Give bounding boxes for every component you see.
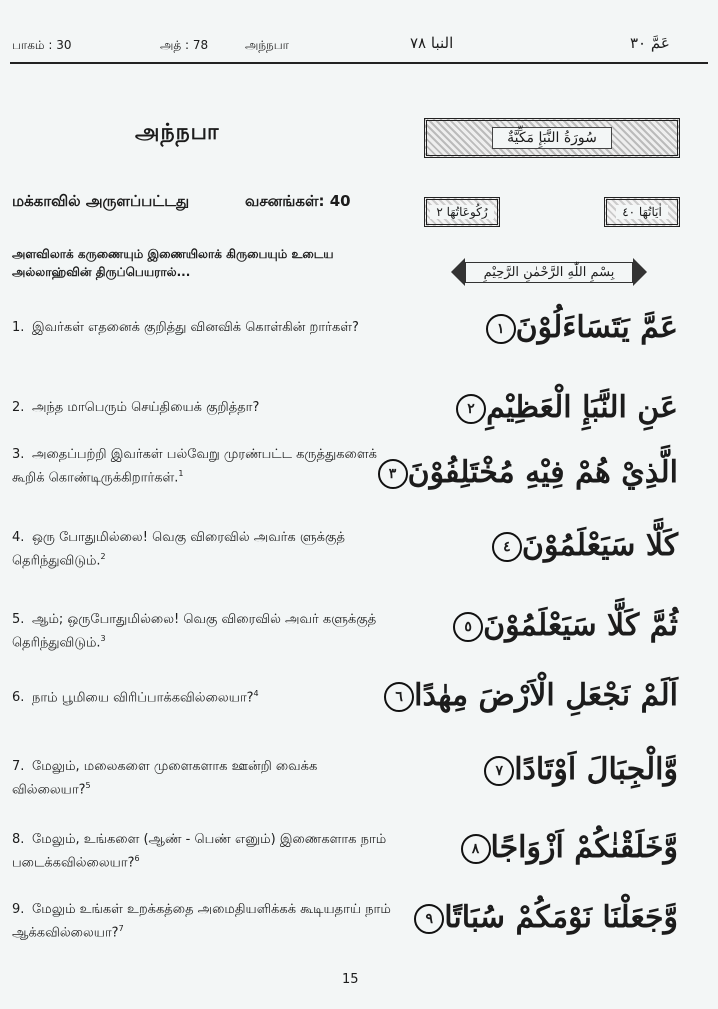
basmala-text: بِسْمِ اللّٰهِ الرَّحْمٰنِ الرَّحِيْمِ: [465, 262, 634, 283]
page-number: 15: [342, 972, 359, 987]
ayah-number-circle: ٦: [384, 682, 414, 712]
arabic-verse-text: عَمَّ يَتَسَاءَلُوْنَ: [515, 310, 678, 345]
footnote-marker: 4: [253, 689, 259, 698]
verse-translation: [12, 610, 392, 652]
banner-arrow-right: [633, 258, 647, 286]
arabic-verse-text: ثُمَّ كَلَّا سَيَعْلَمُوْنَ: [483, 608, 678, 643]
ayah-number-circle: ٤: [492, 532, 522, 562]
verse-number: 5.: [12, 612, 25, 627]
verse-text: இவர்கள் எதனைக் குறித்து வினவிக் கொள்கின் றார்கள்?: [32, 320, 359, 335]
arabic-verse-text: اَلَمْ نَجْعَلِ الْاَرْضَ مِهٰدًا: [414, 678, 678, 713]
verse-translation: [12, 445, 392, 487]
ayah-number-circle: ٨: [461, 834, 491, 864]
arabic-verse: [448, 390, 678, 425]
verse-text: ஒரு போதுமில்லை! வெகு விரைவில் அவர்க ளுக்குத் தெரிந்துவிடும்.: [12, 530, 345, 569]
surah-label: அத் : 78: [160, 38, 209, 52]
ruku-badge: [424, 197, 500, 227]
arabic-verse-text: عَنِ النَّبَإِ الْعَظِيْمِ: [486, 390, 678, 425]
invocation-text: அளவிலாக் கருணையும் இணையிலாக் கிருபையும் உடைய அல்லாஹ்வின் திருப்பெயரால்...: [12, 247, 334, 279]
verse-number: 8.: [12, 832, 25, 847]
banner-arrow-left: [451, 258, 465, 286]
ayah-number-circle: ١: [486, 314, 516, 344]
surah-banner: [424, 118, 680, 158]
arabic-verse-text: وَّخَلَقْنٰكُمْ اَزْوَاجًا: [490, 830, 678, 865]
verse-text: மேலும், உங்களை (ஆண் - பெண் எனும்) இணைகளாக நாம் படைக்கவில்லையா?: [12, 832, 387, 871]
verse-number: 6.: [12, 690, 25, 706]
verse-translation: [12, 830, 392, 872]
verse-number: 1.: [12, 320, 25, 335]
ayah-number-circle: ٧: [484, 756, 514, 786]
verses-count: வசனங்கள்: 40: [245, 192, 351, 210]
arabic-verse-text: وَّالْجِبَالَ اَوْتَادًا: [514, 752, 678, 787]
page-title: அந்நபா: [135, 120, 220, 145]
arabic-verse: [478, 310, 678, 345]
verse-number: 9.: [12, 902, 25, 917]
ayah-number-circle: ٥: [453, 612, 483, 642]
verse-translation: [12, 528, 392, 570]
basmala-banner: [424, 258, 674, 286]
verse-text: ஆம்; ஒருபோதுமில்லை! வெகு விரைவில் அவர் களுக்குத் தெரிந்துவிடும்.: [12, 612, 377, 651]
arabic-verse: [476, 752, 678, 787]
ayat-badge: [604, 197, 680, 227]
verse-translation: [12, 398, 392, 417]
arabic-verse: [376, 678, 678, 713]
footnote-marker: 5: [85, 781, 91, 790]
footnote-marker: 2: [100, 552, 106, 561]
arabic-verse-text: كَلَّا سَيَعْلَمُوْنَ: [521, 528, 678, 563]
ayah-number-circle: ٩: [414, 904, 444, 934]
header-rule: [10, 62, 708, 64]
arabic-verse: [445, 608, 678, 643]
surah-name-header: அந்நபா: [245, 38, 289, 52]
verse-translation: [12, 684, 392, 707]
ayah-number-circle: ٣: [378, 459, 408, 489]
verse-translation: [12, 318, 392, 337]
arabic-verse: [453, 830, 679, 865]
verse-text: நாம் பூமியை விரிப்பாக்கவில்லையா?: [32, 690, 254, 706]
verse-text: அதைப்பற்றி இவர்கள் பல்வேறு முரண்பட்ட கருத்துகளைக் கூறிக் கொண்டிருக்கிறார்கள்.: [12, 447, 377, 486]
footnote-marker: 7: [118, 924, 124, 933]
verse-number: 2.: [12, 400, 25, 415]
verse-number: 7.: [12, 759, 25, 774]
verse-text: மேலும் உங்கள் உறக்கத்தை அமைதியளிக்கக் கூடியதாய் நாம் ஆக்கவில்லையா?: [12, 902, 391, 941]
verse-text: மேலும், மலைகளை முளைகளாக ஊன்றி வைக்க வில்லையா?: [12, 759, 318, 798]
footnote-marker: 1: [178, 469, 184, 478]
arabic-header-right: عَمَّ ٣٠: [630, 34, 670, 52]
verse-text: அந்த மாபெரும் செய்தியைக் குறித்தா?: [32, 400, 260, 415]
footnote-marker: 3: [100, 634, 106, 643]
part-label: பாகம் : 30: [12, 38, 72, 52]
verse-translation: [12, 757, 392, 799]
arabic-header-center: النبا ٧٨: [410, 34, 454, 52]
arabic-verse: [406, 900, 678, 935]
footnote-marker: 6: [134, 854, 140, 863]
arabic-verse-text: الَّذِيْ هُمْ فِيْهِ مُخْتَلِفُوْنَ: [407, 455, 678, 490]
verse-translation: [12, 900, 392, 942]
revealed-label: மக்காவில் அருளப்பட்டது: [12, 192, 190, 210]
arabic-verse: [484, 528, 678, 563]
surah-banner-text: سُورَةُ النَّبَإِ مَكِّيَّةٌ: [492, 127, 612, 149]
ruku-badge-text: رُكُوعَاتُهَا ٢: [430, 205, 493, 219]
ayat-badge-text: اٰيَاتُهَا ٤٠: [616, 205, 668, 219]
arabic-verse: [370, 455, 678, 490]
ayah-number-circle: ٢: [456, 394, 486, 424]
verse-number: 3.: [12, 447, 25, 462]
verse-number: 4.: [12, 530, 25, 545]
arabic-verse-text: وَّجَعَلْنَا نَوْمَكُمْ سُبَاتًا: [444, 900, 678, 935]
